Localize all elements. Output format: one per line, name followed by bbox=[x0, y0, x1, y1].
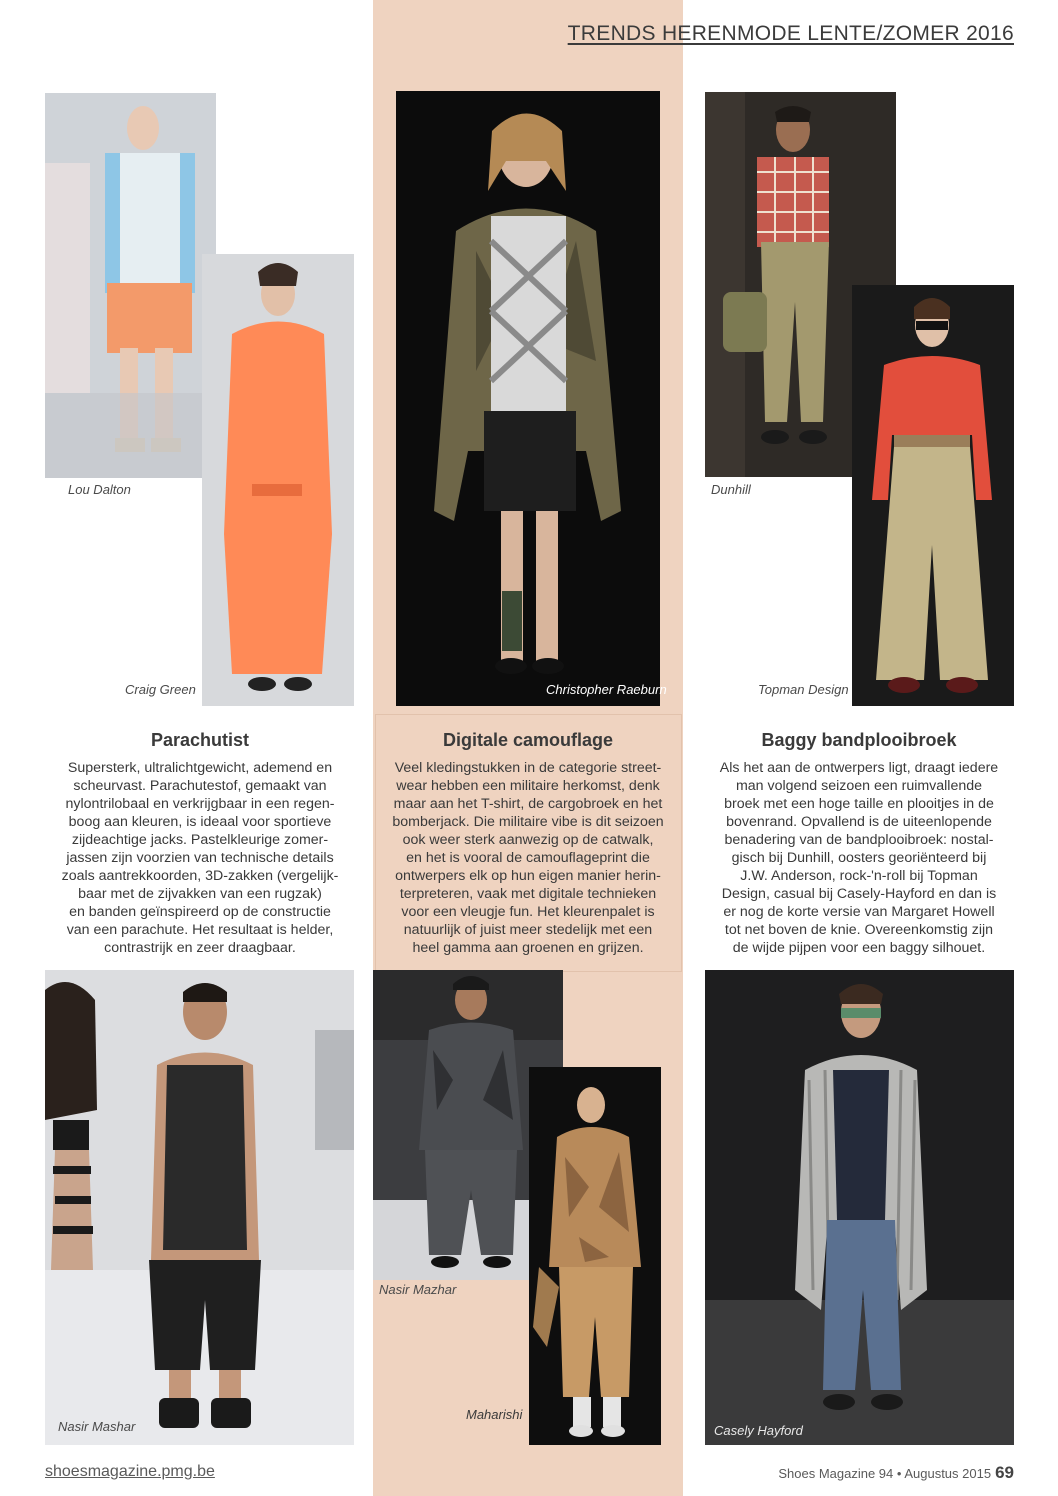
text-line: tot net boven de knie. Overeenkomstig zijn bbox=[724, 922, 994, 938]
caption-nasir-mashar: Nasir Mashar bbox=[58, 1419, 136, 1434]
caption-maharishi: Maharishi bbox=[466, 1407, 523, 1422]
caption-christopher-raeburn: Christopher Raeburn bbox=[546, 682, 667, 697]
footer-issue: Shoes Magazine 94 • Augustus 2015 bbox=[778, 1466, 992, 1481]
text-line: ook weer sterk aanwezig op de catwalk, bbox=[402, 832, 654, 848]
text-line: gisch bij Dunhill, oosters georiënteerd bij bbox=[731, 850, 987, 866]
photo-nasir-mashar bbox=[45, 970, 354, 1445]
text-line: Veel kledingstukken in de categorie street- bbox=[394, 760, 662, 776]
page-number: 69 bbox=[995, 1463, 1014, 1482]
text-line: van een parachute. Het resultaat is helder, bbox=[66, 922, 334, 938]
section-body-baggy bbox=[703, 759, 1015, 957]
text-line: terpreteren, vaak met digitale technieken bbox=[399, 886, 657, 902]
text-line: jassen zijn voorzien van technische details bbox=[66, 850, 334, 866]
section-body-parachutist bbox=[45, 759, 355, 957]
footer-website-link[interactable]: shoesmagazine.pmg.be bbox=[45, 1463, 215, 1480]
text-line: en het is vooral de camouflageprint die bbox=[406, 850, 650, 866]
caption-craig-green: Craig Green bbox=[125, 682, 196, 697]
photo-maharishi bbox=[529, 1067, 661, 1445]
text-line: voor een vleugje fun. Het kleurenpalet is bbox=[401, 904, 655, 920]
text-line: J.W. Anderson, rock-'n-roll bij Topman bbox=[740, 868, 978, 884]
text-line: man volgend seizoen een ruimvallende bbox=[735, 778, 983, 794]
photo-casely-hayford bbox=[705, 970, 1014, 1445]
text-line: nylontrilobaal en verkrijgbaar in een regen- bbox=[65, 796, 335, 812]
text-line: heel gamma aan groenen en grijzen. bbox=[412, 940, 644, 956]
caption-nasir-mazhar: Nasir Mazhar bbox=[379, 1282, 457, 1297]
section-title-parachutist: Parachutist bbox=[150, 730, 250, 750]
caption-dunhill: Dunhill bbox=[711, 482, 751, 497]
text-line: zijdeachtige jacks. Pastelkleurige zomer- bbox=[71, 832, 329, 848]
text-line: contrastrijk en zeer draagbaar. bbox=[104, 940, 296, 956]
text-line: natuurlijk of juist meer stedelijk met een bbox=[403, 922, 653, 938]
text-line: boog aan kleuren, is ideaal voor sportieve bbox=[68, 814, 332, 830]
text-line: benadering van de bandplooibroek: nostal- bbox=[724, 832, 994, 848]
caption-casely-hayford: Casely Hayford bbox=[714, 1423, 803, 1438]
text-line: scheurvast. Parachutestof, gemaakt van bbox=[73, 778, 327, 794]
photo-lou-dalton bbox=[45, 93, 216, 478]
text-line: Supersterk, ultralichtgewicht, ademend en bbox=[67, 760, 333, 776]
text-line: zoals aantrekkoorden, 3D-zakken (vergelijk- bbox=[61, 868, 339, 884]
text-line: baar met de zijvakken van een rugzak) bbox=[78, 886, 322, 902]
text-line: Design, casual bij Casely-Hayford en dan is bbox=[721, 886, 997, 902]
page-header-title: TRENDS HERENMODE LENTE/ZOMER 2016 bbox=[567, 22, 1014, 45]
section-title-baggy: Baggy bandplooibroek bbox=[761, 730, 957, 750]
photo-topman-design bbox=[852, 285, 1014, 706]
text-line: bomberjack. Die militaire vibe is dit seizoen bbox=[392, 814, 664, 830]
text-line: en banden geïnspireerd op de constructie bbox=[69, 904, 331, 920]
text-line: wear hebben een militaire herkomst, denk bbox=[396, 778, 660, 794]
text-line: broek met een hoge taille en plooitjes in de bbox=[724, 796, 994, 812]
photo-christopher-raeburn bbox=[396, 91, 660, 706]
caption-topman-design: Topman Design bbox=[758, 682, 849, 697]
text-line: maar aan het T-shirt, de cargobroek en het bbox=[393, 796, 663, 812]
photo-craig-green bbox=[202, 254, 354, 706]
text-line: ontwerpers elk op hun eigen manier herin- bbox=[395, 868, 661, 884]
section-body-camouflage bbox=[373, 759, 683, 957]
text-line: er nog de korte versie van Margaret Howell bbox=[723, 904, 995, 920]
text-line: Als het aan de ontwerpers ligt, draagt iedere bbox=[719, 760, 999, 776]
text-line: bovenrand. Opvallend is de uiteenlopende bbox=[726, 814, 992, 830]
text-line: de wijde pijpen voor een baggy silhouet. bbox=[732, 940, 986, 956]
section-title-camouflage: Digitale camouflage bbox=[442, 730, 614, 750]
caption-lou-dalton: Lou Dalton bbox=[68, 482, 131, 497]
footer-issue-info bbox=[778, 1463, 1014, 1483]
